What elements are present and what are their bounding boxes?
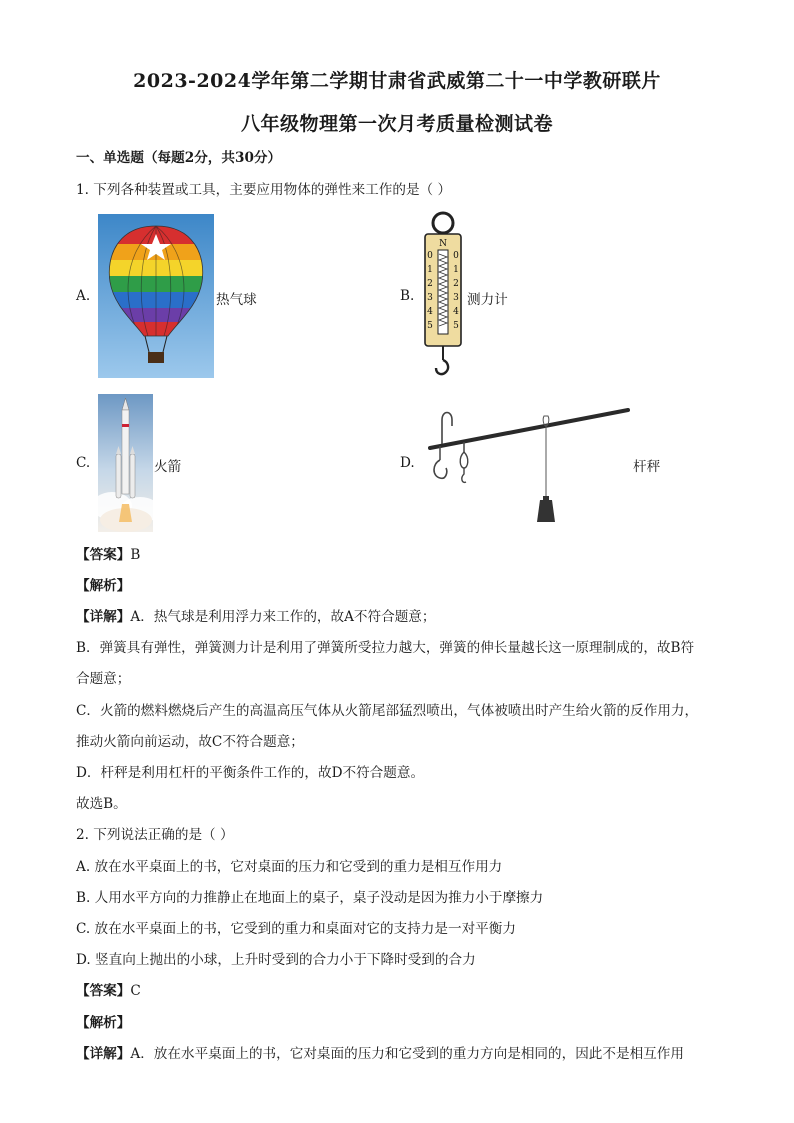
scale-tick-left: 3 <box>427 293 433 303</box>
q1-detail-line: D．杆秤是利用杠杆的平衡条件工作的，故D不符合题意。 <box>76 765 425 781</box>
scale-tick-right: 4 <box>453 307 459 317</box>
scale-tick-left: 0 <box>427 251 433 261</box>
scale-tick-right: 3 <box>453 293 459 303</box>
q1-detail-line: C．火箭的燃料燃烧后产生的高温高压气体从火箭尾部猛烈喷出，气体被喷出时产生给火箭的反作用力， <box>76 703 699 719</box>
q1-detail-line: 合题意； <box>76 671 131 687</box>
q1-option-b-label: 测力计 <box>467 292 508 308</box>
answer-value: B <box>130 547 141 563</box>
q2-detail-line <box>76 1042 684 1062</box>
q1-detail-line: B．弹簧具有弹性，弹簧测力计是利用了弹簧所受拉力越大，弹簧的伸长量越长这一原理制成的，故B符 <box>76 640 695 656</box>
scale-tick-right: 0 <box>453 251 459 261</box>
exam-title-line2: 八年级物理第一次月考质量检测试卷 <box>240 113 553 135</box>
q2-stem: 2. 下列说法正确的是（ ） <box>76 827 234 843</box>
scale-unit-letter: N <box>439 239 447 249</box>
scale-tick-left: 5 <box>427 321 433 331</box>
q1-option-c-label: 火箭 <box>154 459 182 475</box>
q1-conclusion: 故选B。 <box>76 796 127 812</box>
q1-option-a-label: 热气球 <box>216 292 257 308</box>
steelyard-icon <box>426 402 632 528</box>
q1-detail-line: 推动火箭向前运动，故C不符合题意； <box>76 734 304 750</box>
q2-option-b: B. 人用水平方向的力推静止在地面上的桌子，桌子没动是因为推力小于摩擦力 <box>76 890 544 906</box>
answer-tag: 【答案】 <box>76 547 131 563</box>
q1-option-b-letter: B. <box>400 288 415 304</box>
scale-tick-right: 2 <box>453 279 459 289</box>
q2-option-a: A. 放在水平桌面上的书，它对桌面的压力和它受到的重力是相互作用力 <box>76 859 503 875</box>
hot-air-balloon-icon <box>98 214 214 378</box>
detail-tag: 【详解】 <box>76 1046 131 1062</box>
q1-option-a-letter: A. <box>76 288 91 304</box>
answer-tag: 【答案】 <box>76 983 131 999</box>
scale-tick-right: 1 <box>453 265 459 275</box>
scale-tick-left: 1 <box>427 265 433 275</box>
q2-analysis-tag: 【解析】 <box>76 1015 131 1031</box>
q1-detail-line <box>76 605 435 625</box>
detail-tag: 【详解】 <box>76 609 131 625</box>
spring-scale-icon <box>418 208 468 386</box>
q1-answer <box>76 543 140 563</box>
scale-tick-left: 2 <box>427 279 433 289</box>
q1-option-d-label: 杆秤 <box>633 459 661 475</box>
answer-value: C <box>130 983 141 999</box>
q1-option-d-letter: D. <box>400 455 415 471</box>
scale-tick-left: 4 <box>427 307 433 317</box>
q1-analysis-tag: 【解析】 <box>76 578 131 594</box>
q1-option-c-letter: C. <box>76 455 91 471</box>
section-heading: 一、单选题（每题2分，共30分） <box>76 150 282 166</box>
q1-stem: 1. 下列各种装置或工具，主要应用物体的弹性来工作的是（ ） <box>76 182 452 198</box>
q2-option-d: D. 竖直向上抛出的小球，上升时受到的合力小于下降时受到的合力 <box>76 952 476 968</box>
scale-tick-right: 5 <box>453 321 459 331</box>
rocket-icon <box>98 394 153 532</box>
detail-text: A．热气球是利用浮力来工作的，故A不符合题意； <box>130 609 436 625</box>
detail-text: A．放在水平桌面上的书，它对桌面的压力和它受到的重力方向是相同的，因此不是相互作用 <box>130 1046 684 1062</box>
q2-option-c: C. 放在水平桌面上的书，它受到的重力和桌面对它的支持力是一对平衡力 <box>76 921 516 937</box>
exam-title-line1: 2023-2024学年第二学期甘肃省武威第二十一中学教研联片 <box>133 70 661 92</box>
q2-answer <box>76 979 141 999</box>
